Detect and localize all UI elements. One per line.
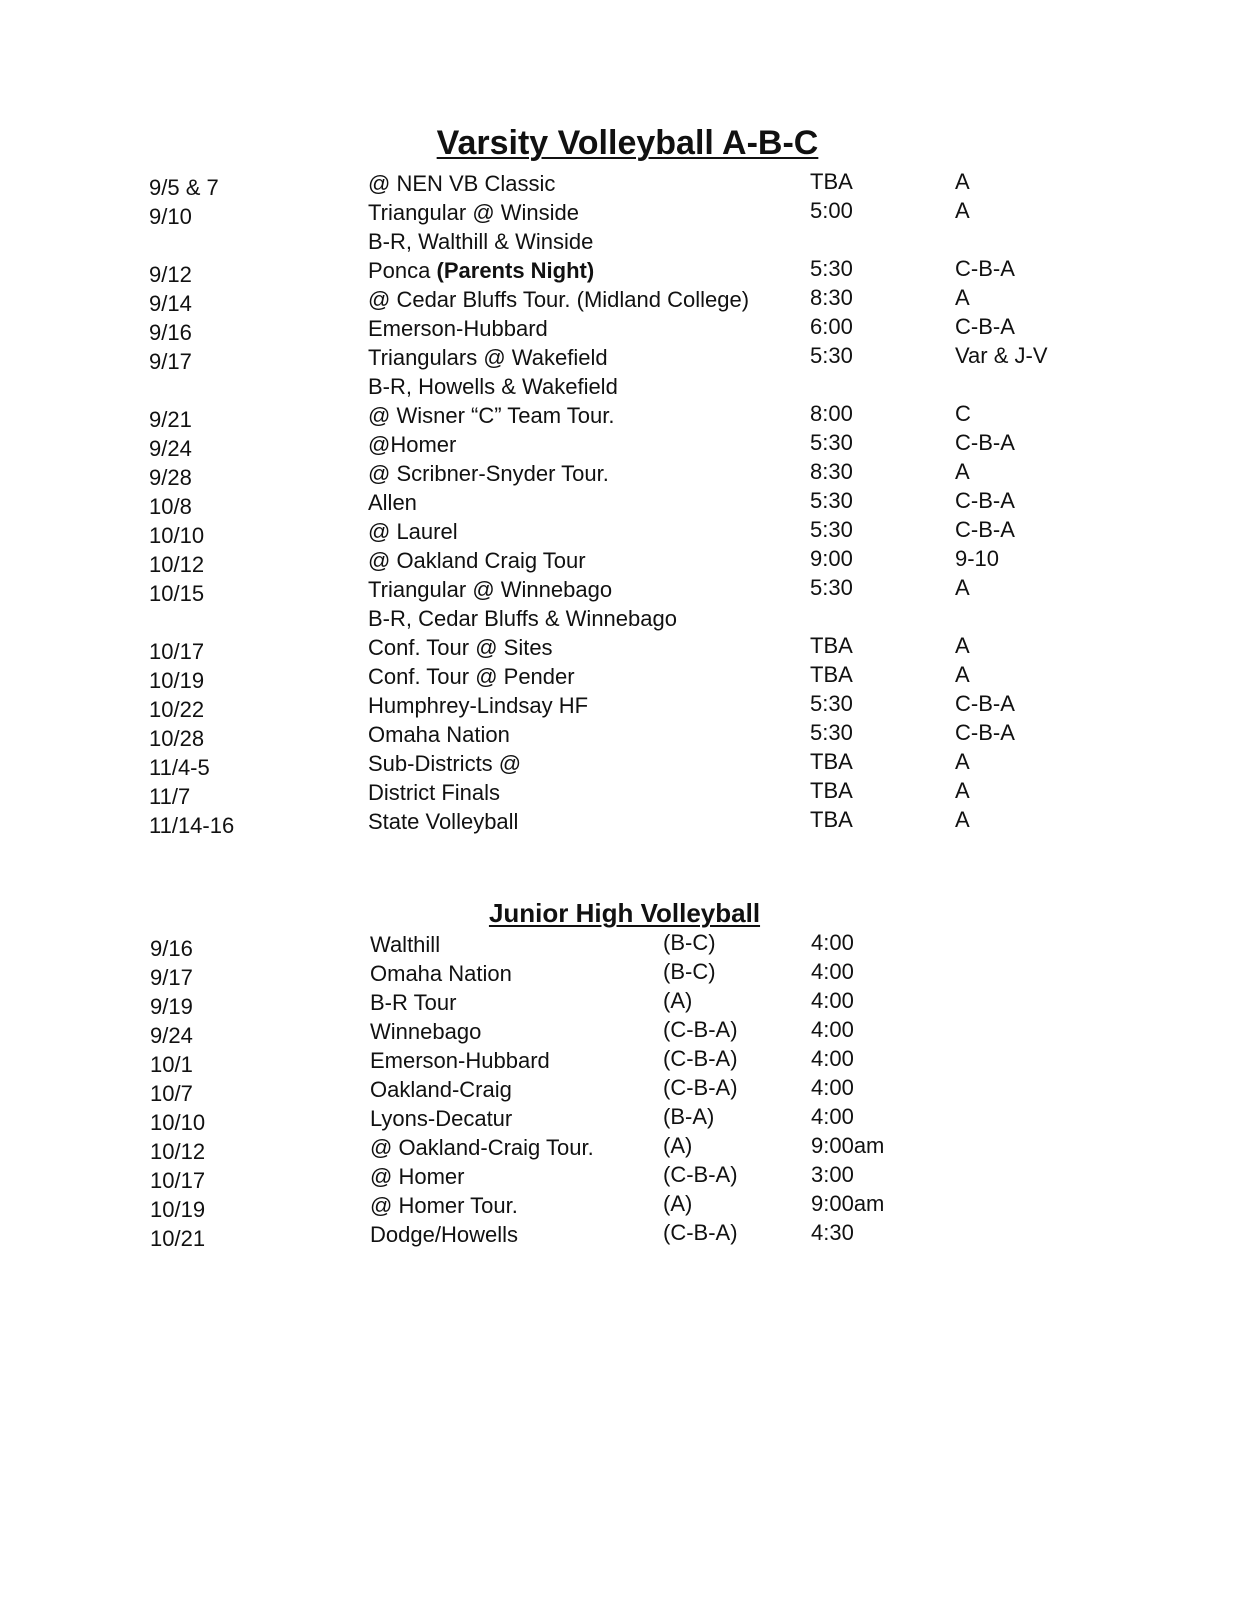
game-event: Walthill <box>370 932 441 957</box>
game-event-text: Conf. Tour @ Pender <box>368 664 575 689</box>
game-event-text: @ Scribner-Snyder Tour. <box>368 461 609 486</box>
game-event <box>368 807 518 836</box>
game-time: 4:00 <box>811 988 854 1013</box>
table-row <box>0 749 1237 778</box>
game-event <box>368 778 500 807</box>
game-time: 5:30 <box>810 430 853 455</box>
game-event-text: B-R, Walthill & Winside <box>368 229 594 254</box>
game-time: 4:00 <box>811 959 854 984</box>
table-row <box>0 1046 1237 1075</box>
game-date: 11/4-5 <box>149 755 210 780</box>
table-row <box>0 1104 1237 1133</box>
game-level: (A) <box>663 1133 693 1158</box>
game-date: 9/28 <box>149 465 192 490</box>
game-event <box>368 662 575 691</box>
game-date: 9/24 <box>149 436 192 461</box>
game-level: A <box>955 169 970 194</box>
table-row <box>0 459 1237 488</box>
game-time: 5:30 <box>810 720 853 745</box>
game-event <box>368 604 677 633</box>
game-event <box>368 633 553 662</box>
game-event <box>368 488 417 517</box>
game-date: 9/21 <box>149 407 192 432</box>
game-event: B-R Tour <box>370 990 457 1015</box>
game-event <box>368 430 456 459</box>
table-row <box>0 1220 1237 1249</box>
game-date: 11/7 <box>149 784 191 809</box>
table-row <box>0 720 1237 749</box>
game-time: TBA <box>810 662 853 687</box>
game-time: 5:00 <box>810 198 853 223</box>
game-time: 4:00 <box>811 1017 854 1042</box>
game-date: 9/16 <box>149 320 192 345</box>
game-date: 10/17 <box>149 639 205 664</box>
game-level: Var & J-V <box>955 343 1048 368</box>
game-level: C-B-A <box>955 691 1015 716</box>
game-level: A <box>955 662 970 687</box>
game-level: A <box>955 633 970 658</box>
game-event <box>368 372 618 401</box>
game-date: 10/28 <box>149 726 205 751</box>
game-level: A <box>955 749 970 774</box>
game-event <box>368 343 608 372</box>
game-date: 10/15 <box>149 581 205 606</box>
game-event <box>368 517 458 546</box>
game-event-text: Triangulars @ Wakefield <box>368 345 608 370</box>
game-event <box>368 169 555 198</box>
junior-high-schedule <box>0 930 1237 1249</box>
game-event <box>368 720 510 749</box>
game-time: 4:30 <box>811 1220 854 1245</box>
game-level: 9-10 <box>955 546 1000 571</box>
game-event <box>368 401 614 430</box>
game-event: @ Oakland-Craig Tour. <box>370 1135 594 1160</box>
table-row <box>0 959 1237 988</box>
game-event: @ Homer Tour. <box>370 1193 518 1218</box>
game-event-text: Omaha Nation <box>368 722 510 747</box>
table-row <box>0 314 1237 343</box>
game-date: 10/19 <box>150 1197 206 1222</box>
game-level: A <box>955 807 970 832</box>
game-event-note: (Parents Night) <box>436 258 595 283</box>
game-time: TBA <box>810 749 853 774</box>
table-row <box>0 401 1237 430</box>
game-date: 10/8 <box>149 494 192 519</box>
game-time: 4:00 <box>811 1104 854 1129</box>
game-event-text: @ NEN VB Classic <box>368 171 556 196</box>
game-time: 5:30 <box>810 575 853 600</box>
game-event <box>368 256 594 285</box>
game-level: (A) <box>663 1191 693 1216</box>
game-event-text: Sub-Districts @ <box>368 751 522 776</box>
game-time: 5:30 <box>810 343 853 368</box>
table-row <box>0 633 1237 662</box>
game-event-text: Ponca <box>368 258 431 283</box>
game-level: C-B-A <box>955 256 1015 281</box>
game-time: 4:00 <box>811 1075 854 1100</box>
game-time: 9:00am <box>811 1133 885 1158</box>
game-date: 10/17 <box>150 1168 206 1193</box>
game-level: (C-B-A) <box>663 1220 738 1245</box>
game-event <box>368 198 579 227</box>
game-event-text: Conf. Tour @ Sites <box>368 635 553 660</box>
game-time: 5:30 <box>810 517 853 542</box>
game-event-text: Emerson-Hubbard <box>368 316 548 341</box>
game-time: 8:00 <box>810 401 853 426</box>
game-date: 10/12 <box>150 1139 206 1164</box>
game-event-text: State Volleyball <box>368 809 519 834</box>
game-date: 11/14-16 <box>149 813 235 838</box>
game-event <box>368 285 749 314</box>
table-row <box>0 1133 1237 1162</box>
game-event-text: @ Oakland Craig Tour <box>368 548 586 573</box>
game-date: 10/12 <box>149 552 205 577</box>
game-date: 9/17 <box>150 965 193 990</box>
game-event <box>368 546 586 575</box>
table-row <box>0 227 1237 256</box>
game-date: 10/19 <box>149 668 205 693</box>
varsity-title: Varsity Volleyball A-B-C <box>436 124 819 162</box>
game-level: A <box>955 459 970 484</box>
game-event: Emerson-Hubbard <box>370 1048 550 1073</box>
game-event-text: Humphrey-Lindsay HF <box>368 693 589 718</box>
game-event-text: @ Cedar Bluffs Tour. (Midland College) <box>368 287 750 312</box>
game-event: Oakland-Craig <box>370 1077 512 1102</box>
game-date: 10/7 <box>150 1081 193 1106</box>
table-row <box>0 807 1237 836</box>
game-level: C-B-A <box>955 517 1015 542</box>
junior-high-title: Junior High Volleyball <box>488 898 761 928</box>
game-event-text: B-R, Cedar Bluffs & Winnebago <box>368 606 677 631</box>
game-date: 9/17 <box>149 349 192 374</box>
game-date: 9/16 <box>150 936 193 961</box>
game-event <box>368 575 612 604</box>
table-row <box>0 930 1237 959</box>
table-row <box>0 691 1237 720</box>
table-row <box>0 285 1237 314</box>
game-level: C-B-A <box>955 430 1015 455</box>
game-time: TBA <box>810 633 853 658</box>
game-time: TBA <box>810 807 853 832</box>
game-time: 8:30 <box>810 459 853 484</box>
table-row <box>0 1162 1237 1191</box>
game-event <box>368 691 588 720</box>
table-row <box>0 1191 1237 1220</box>
game-event-text: @ Laurel <box>368 519 458 544</box>
table-row <box>0 988 1237 1017</box>
table-row <box>0 430 1237 459</box>
game-level: A <box>955 285 970 310</box>
game-time: 9:00am <box>811 1191 885 1216</box>
game-level: C-B-A <box>955 314 1015 339</box>
table-row <box>0 1075 1237 1104</box>
game-time: 9:00 <box>810 546 853 571</box>
game-date: 10/10 <box>150 1110 206 1135</box>
game-date: 9/5 & 7 <box>149 175 219 200</box>
game-time: TBA <box>810 778 853 803</box>
table-row <box>0 517 1237 546</box>
game-level: (B-A) <box>663 1104 715 1129</box>
game-event: Omaha Nation <box>370 961 512 986</box>
game-date: 10/10 <box>149 523 205 548</box>
game-event: @ Homer <box>370 1164 465 1189</box>
game-level: (C-B-A) <box>663 1162 738 1187</box>
game-level: (B-C) <box>663 959 716 984</box>
game-event-text: Triangular @ Winnebago <box>368 577 613 602</box>
table-row <box>0 169 1237 198</box>
game-time: 5:30 <box>810 256 853 281</box>
game-date: 9/10 <box>149 204 192 229</box>
game-event <box>368 227 593 256</box>
game-level: C <box>955 401 971 426</box>
table-row <box>0 343 1237 372</box>
game-event: Dodge/Howells <box>370 1222 518 1247</box>
game-event: Winnebago <box>370 1019 482 1044</box>
game-level: (C-B-A) <box>663 1017 738 1042</box>
game-date: 9/24 <box>150 1023 193 1048</box>
game-event-text: @Homer <box>368 432 457 457</box>
game-time: 4:00 <box>811 1046 854 1071</box>
game-event-text: Triangular @ Winside <box>368 200 580 225</box>
table-row <box>0 1017 1237 1046</box>
game-date: 10/1 <box>150 1052 193 1077</box>
table-row <box>0 198 1237 227</box>
game-date: 9/12 <box>149 262 192 287</box>
game-event-text: Allen <box>368 490 417 515</box>
game-event <box>368 314 548 343</box>
game-level: (B-C) <box>663 930 716 955</box>
game-event-text: B-R, Howells & Wakefield <box>368 374 618 399</box>
game-time: 8:30 <box>810 285 853 310</box>
table-row <box>0 372 1237 401</box>
game-level: C-B-A <box>955 720 1015 745</box>
game-time: 4:00 <box>811 930 854 955</box>
game-level: C-B-A <box>955 488 1015 513</box>
game-event-text: @ Wisner “C” Team Tour. <box>368 403 615 428</box>
varsity-schedule <box>0 169 1237 836</box>
game-date: 9/14 <box>149 291 192 316</box>
game-event <box>368 459 609 488</box>
game-level: A <box>955 778 970 803</box>
game-time: 5:30 <box>810 691 853 716</box>
table-row <box>0 662 1237 691</box>
game-event-text: District Finals <box>368 780 501 805</box>
table-row <box>0 604 1237 633</box>
table-row <box>0 778 1237 807</box>
game-date: 10/21 <box>150 1226 206 1251</box>
game-level: A <box>955 575 970 600</box>
game-event: Lyons-Decatur <box>370 1106 513 1131</box>
table-row <box>0 256 1237 285</box>
game-date: 9/19 <box>150 994 193 1019</box>
game-level: (C-B-A) <box>663 1075 738 1100</box>
game-level: (A) <box>663 988 693 1013</box>
table-row <box>0 546 1237 575</box>
game-time: TBA <box>810 169 853 194</box>
game-date: 10/22 <box>149 697 205 722</box>
game-time: 5:30 <box>810 488 853 513</box>
game-level: (C-B-A) <box>663 1046 738 1071</box>
game-level: A <box>955 198 970 223</box>
game-time: 6:00 <box>810 314 853 339</box>
table-row <box>0 575 1237 604</box>
table-row <box>0 488 1237 517</box>
game-time: 3:00 <box>811 1162 854 1187</box>
game-event <box>368 749 521 778</box>
